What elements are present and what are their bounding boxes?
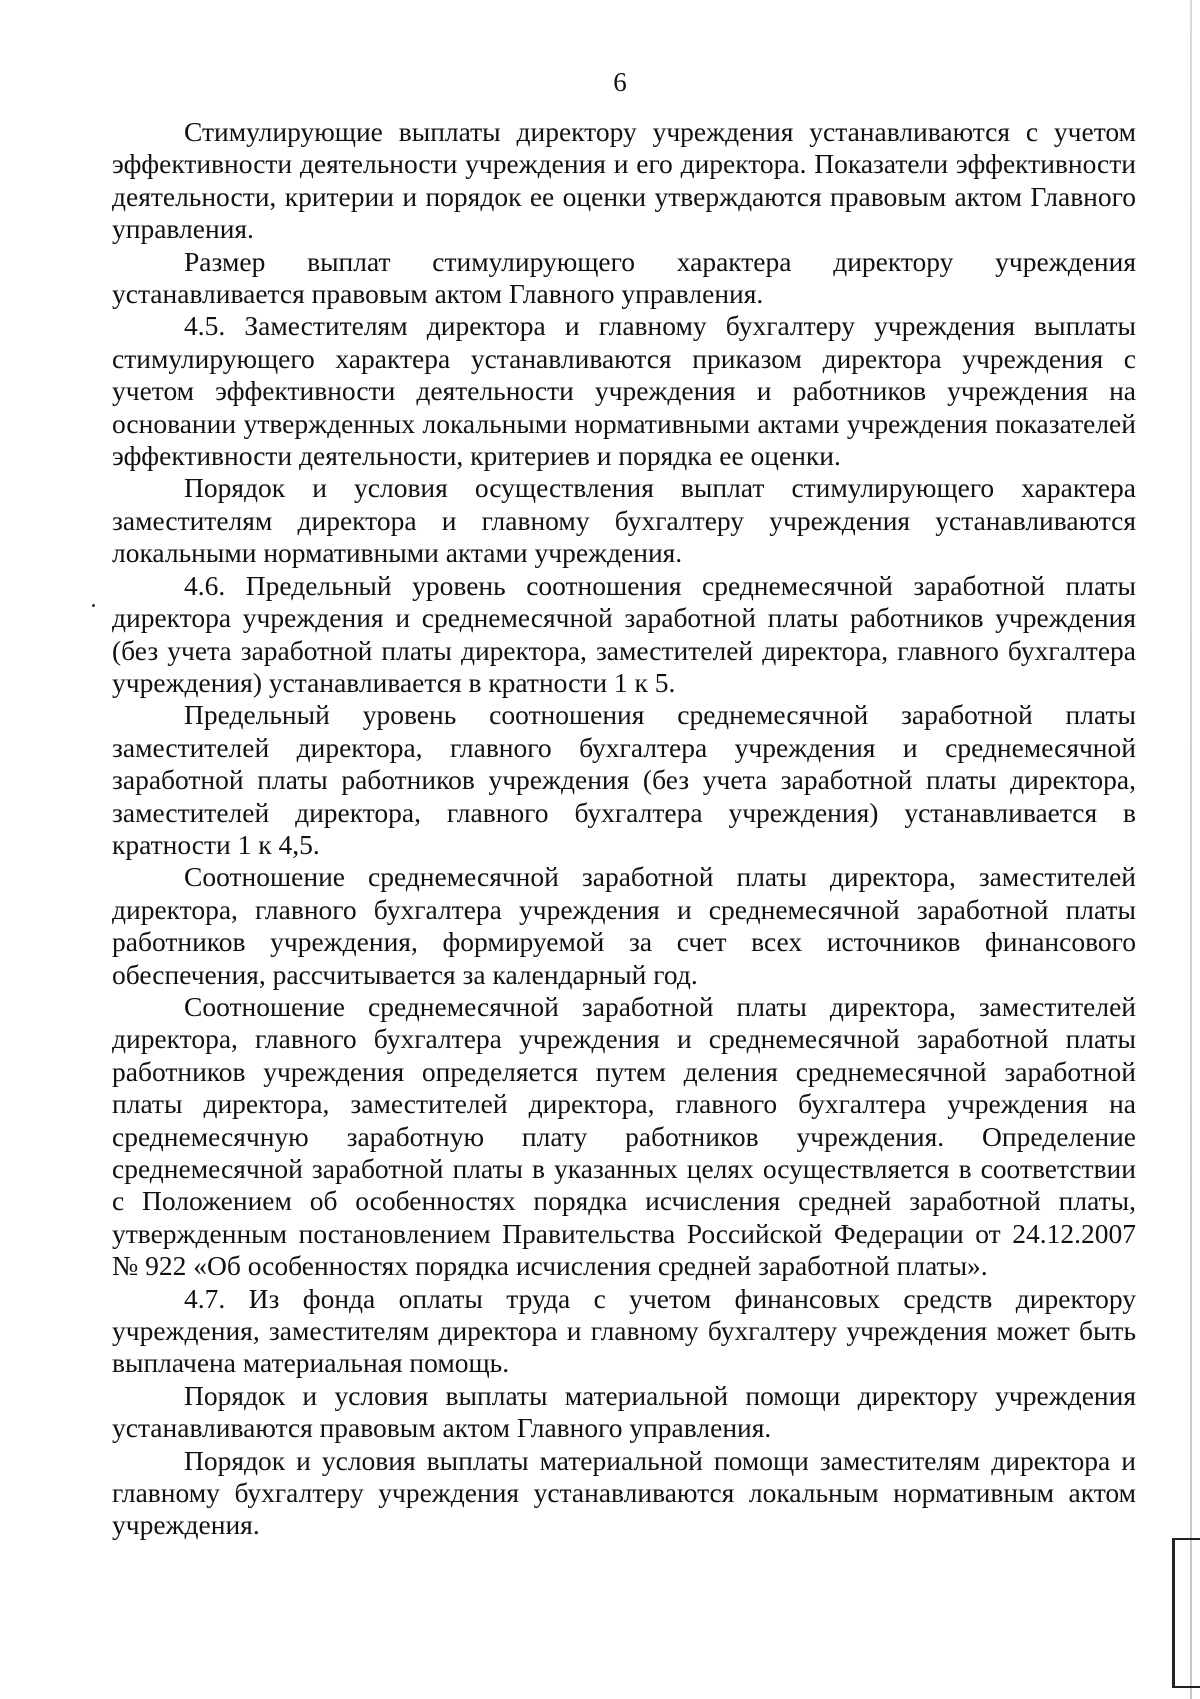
scan-speck: [92, 604, 95, 607]
paragraph-4-7: 4.7. Из фонда оплаты труда с учетом финансовых средств директору учреждения, заместителям директора и главному бухгалтеру учреждения может быть выплачена материальная помощь.: [112, 1282, 1136, 1379]
page-number: 6: [613, 67, 627, 97]
paragraph-material-aid-director: Порядок и условия выплаты материальной помощи директору учреждения устанавливаются правовым актом Главного управления.: [112, 1379, 1136, 1444]
scan-edge-line: [1190, 0, 1192, 1699]
paragraph-payment-size: Размер выплат стимулирующего характера директору учреждения устанавливается правовым актом Главного управления.: [112, 245, 1136, 310]
paragraph-material-aid-deputies: Порядок и условия выплаты материальной помощи заместителям директора и главному бухгалтеру учреждения устанавливаются локальным нормативным актом учреждения.: [112, 1444, 1136, 1541]
paragraph-4-5: 4.5. Заместителям директора и главному бухгалтеру учреждения выплаты стимулирующего характера устанавливаются приказом директора учреждения с учетом эффективности деятельности учреждения и работников учреждения на основании утвержденных локальными нормативными актами учреждения показателей эффективности деятельности, критериев и порядка ее оценки.: [112, 310, 1136, 472]
paragraph-ratio-calendar-year: Соотношение среднемесячной заработной платы директора, заместителей директора, главного бухгалтера учреждения и среднемесячной заработной платы работников учреждения, формируемой за счет всех источников финансового обеспечения, рассчитывается за календарный год.: [112, 861, 1136, 990]
document-body: [112, 116, 1136, 1542]
paragraph-payment-procedure-deputies: Порядок и условия осуществления выплат стимулирующего характера заместителям директора и главному бухгалтеру учреждения устанавливаются локальными нормативными актами учреждения.: [112, 472, 1136, 569]
scan-edge-bracket: [1172, 1538, 1200, 1688]
paragraph-stimulating-payments-director: Стимулирующие выплаты директору учреждения устанавливаются с учетом эффективности деятельности учреждения и его директора. Показатели эффективности деятельности, критерии и порядок ее оценки утверждаются правовым актом Главного управления.: [112, 116, 1136, 245]
paragraph-limit-deputies: Предельный уровень соотношения среднемесячной заработной платы заместителей директора, главного бухгалтера учреждения и среднемесячной заработной платы работников учреждения (без учета заработной платы директора, заместителей директора, главного бухгалтера учреждения) устанавливается в кратности 1 к 4,5.: [112, 699, 1136, 860]
paragraph-ratio-definition: Соотношение среднемесячной заработной платы директора, заместителей директора, главного бухгалтера учреждения и среднемесячной заработной платы работников учреждения определяется путем деления среднемесячной заработной платы директора, заместителей директора, главного бухгалтера учреждения на среднемесячную заработную плату работников учреждения. Определение среднемесячной заработной платы в указанных целях осуществляется в соответствии с Положением об особенностях порядка исчисления средней заработной платы, утвержденным постановлением Правительства Российской Федерации от 24.12.2007 № 922 «Об особенностях порядка исчисления средней заработной платы».: [112, 990, 1136, 1282]
paragraph-4-6: 4.6. Предельный уровень соотношения среднемесячной заработной платы директора учреждения и среднемесячной заработной платы работников учреждения (без учета заработной платы директора, заместителей директора, главного бухгалтера учреждения) устанавливается в кратности 1 к 5.: [112, 569, 1136, 698]
